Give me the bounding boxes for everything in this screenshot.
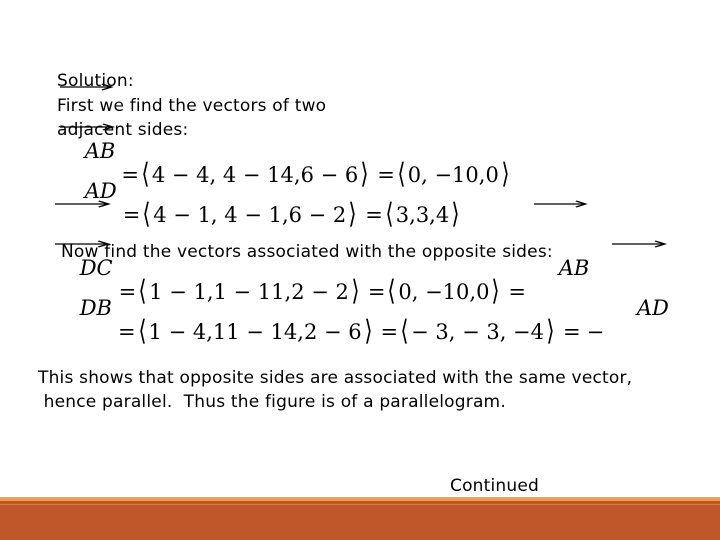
equation-ad: AD = ⟨ 4 − 1, 4 − 1,6 − 2 ⟩ = ⟨ 3,3,4 ⟩ — [58, 193, 462, 227]
continued-label: Continued — [450, 476, 540, 496]
vector-arrow-icon — [53, 200, 113, 208]
vector-arrow-icon — [532, 200, 589, 208]
vector-dc: DC — [53, 200, 113, 304]
footer-bar — [0, 501, 720, 540]
vector-arrow-icon — [58, 83, 115, 91]
equation-ad-expr-2: 3,3,4 — [395, 203, 450, 227]
vector-arrow-icon — [58, 123, 117, 131]
equation-db-expr-1: 1 − 4,11 − 14,2 − 6 — [148, 320, 362, 344]
solution-line-2: adjacent sides: — [57, 120, 189, 140]
solution-heading: Solution: — [57, 71, 134, 91]
equation-dc-expr-1: 1 − 1,1 − 11,2 − 2 — [149, 280, 349, 304]
vector-db: DB — [53, 240, 112, 344]
vector-ab: AB — [58, 83, 115, 187]
footer-bar-line — [0, 504, 720, 505]
equation-ab: AB = ⟨ 4 − 4, 4 − 14,6 − 6 ⟩ = ⟨ 0, −10,0 ⟩ — [58, 153, 512, 187]
solution-line-1: First we find the vectors of two — [57, 96, 327, 116]
vector-arrow-icon — [610, 240, 669, 248]
vector-arrow-icon — [53, 240, 112, 248]
vector-ad-result: AD — [610, 240, 669, 344]
opposite-sides-text: Now find the vectors associated with the opposite sides: — [61, 242, 553, 262]
equation-ad-expr-1: 4 − 1, 4 − 1,6 − 2 — [153, 203, 347, 227]
equation-dc: DC = ⟨ 1 − 1,1 − 11,2 − 2 ⟩ = ⟨ 0, −10,0 ⟩ = AB — [53, 270, 589, 304]
conclusion-line-2: hence parallel. Thus the figure is of a parallelogram. — [38, 392, 506, 412]
equation-db-expr-2: − 3, − 3, −4 — [411, 320, 545, 344]
equation-db: DB = ⟨ 1 − 4,11 − 14,2 − 6 ⟩ = ⟨ − 3, − 3, −4 ⟩ = − AD — [53, 310, 669, 344]
equation-db-rhs-sign: − — [586, 320, 605, 344]
equation-dc-expr-2: 0, −10,0 — [398, 280, 490, 304]
equation-ab-expr-2: 0, −10,0 — [407, 163, 499, 187]
equation-ab-expr-1: 4 − 4, 4 − 14,6 − 6 — [151, 163, 359, 187]
conclusion-line-1: This shows that opposite sides are associated with the same vector, — [38, 368, 633, 388]
vector-ab-result: AB — [532, 200, 589, 304]
vector-ad: AD — [58, 123, 117, 227]
